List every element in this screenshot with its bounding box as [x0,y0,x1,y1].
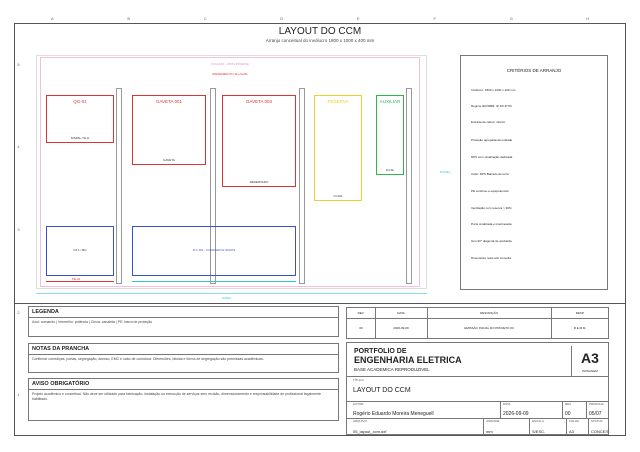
criteria-item: Proteção agrupada da unidade [471,138,513,142]
sheet-orientation: PAISAGEM [582,369,598,373]
compartment-gaveta-003 [222,95,296,187]
rev-field [563,401,587,418]
author-field [351,401,501,418]
section-text: Confirmar corrediças, portas, segregação, acesso, EMC e cabo de comutura. Dimensões, bitolas e forma de segregação são premissas acadêmicas. [32,357,264,361]
section-text: Azul: comando | Vermelho: potência | Cinza: canaleta | PE: barra de proteção [32,320,153,324]
cable-duct [116,88,122,284]
compartment-tag: CI-001 [333,194,343,198]
row-label: 3 [17,226,20,232]
compartment-name: GAVETA 003 [245,99,273,104]
field-caption: TÍTULO [353,378,364,382]
compartment-tag: DJ 1 / BO [73,248,87,252]
bottom-note: SAÍDA [222,296,232,300]
criteria-item: Ventilação com reserva > 30% [471,206,512,210]
column-label: C [203,16,207,21]
sheet-size-cell [571,346,608,376]
row-label: 2 [17,309,20,315]
drawing-title: LAYOUT DO CCM [353,387,411,394]
discipline-label: ENGENHARIA ELETRICA [354,355,462,365]
field-caption: FOLHA [569,419,580,423]
page-title: LAYOUT DO CCM [278,26,362,37]
author-value: Rogério Eduardo Moreira Meneguell [353,411,434,417]
status-field [589,418,609,435]
field-caption: UNIDADE [486,419,500,423]
column-label: G [509,16,513,21]
compartment-tag: RESERVADO [249,180,269,184]
units-value: mm [486,429,493,434]
criteria-item: Invólucro: 1800 x 1000 x 400 mm [471,88,516,92]
revision-cell: EMISSÃO INICIAL DO PROJETO 00 [464,326,514,330]
compartment-reserva [314,95,362,201]
side-note: PAINEL [440,170,451,174]
revision-header: DATA [397,311,405,315]
revision-cell: 00 [359,326,363,330]
section-title: AVISO OBRIGATÓRIO [29,379,338,390]
sheet-value: 05/07 [589,411,602,417]
portfolio-label: PORTFOLIO DE [354,348,407,355]
revision-cell: 2026-09-09 [393,326,409,330]
row-label: 4 [17,144,20,150]
pe-bar-label: PE-01 [72,277,81,281]
compartment-name: GAVETA 001 [155,99,183,104]
plan-top-sub-label: BARRAMENTO 3F+N+PE [212,72,248,76]
criteria-item: Cabo: DPS Barrado de terra [471,172,509,176]
field-caption: ARQUIVO [353,419,367,423]
section-title: NOTAS DA PRANCHA [29,344,338,355]
lower-compartment-right [132,226,296,276]
criteria-panel [460,55,608,290]
revision-header: REV. [357,311,365,315]
date-field [501,401,563,418]
column-label: A [50,16,54,21]
file-field [351,418,484,435]
pe-bar [46,281,114,282]
column-label: E [356,16,360,21]
row-label: 1 [17,392,20,398]
section-title: LEGENDA [29,307,338,318]
criteria-item: Entrada de cabos: inferior [471,120,506,124]
criteria-item: DPS com sinalização dedicada [471,155,513,159]
compartment-tag: GAVETA [163,158,175,162]
column-ruler-top [14,14,626,23]
criteria-item: Giro 90° diagonal de acobarda [471,239,512,243]
sheet-divider [14,303,626,304]
base-label: BASE ACADEMICA REPRODUZIVEL [354,367,430,372]
revision-header-row [347,308,608,319]
sheet-size: A3 [581,350,599,366]
bus-line [132,281,296,282]
revision-cell: R.E.M.M. [573,326,587,330]
table-divider [375,308,376,338]
revision-header: RESP. [575,311,585,315]
scale-field [530,418,567,435]
scale-value: S/ESC. [532,429,546,434]
compartment-qg01 [46,95,114,143]
compartment-name: AUXILIAR [379,99,401,104]
revision-table [346,307,609,339]
field-caption: REV. [565,402,572,406]
field-caption: AUTOR [353,402,364,406]
compartment-tag: DJ / DS - COMANDO E SINAIS [192,248,236,252]
compartment-name: RESERVA [327,99,349,104]
field-caption: DATA [503,402,511,406]
legend-section [28,306,339,337]
warning-section [28,378,339,421]
field-caption: ESCALA [532,419,544,423]
compartment-tag: DJ-SL [385,168,395,172]
sheet-field [587,401,609,418]
file-value: 05_layout_ccm.dxf [353,429,387,434]
compartment-gaveta-001 [132,95,206,165]
criteria-item: Dimensões reais sob consulta [471,256,512,260]
cable-duct [406,88,412,284]
page-subtitle: Arranjo conceitual do invólucro 1800 x 1000 x 400 mm [265,38,375,43]
field-caption: PRANCHA [589,402,604,406]
format-field [567,418,589,435]
section-text: Projeto acadêmico e conceitual. Não deve ser utilizado para fabricação, instalação ou execução de serviços sem revisão, dimensionamento e responsabilidade de profissional legalmente habilitado. [32,392,321,401]
title-field [351,377,608,400]
date-value: 2026-09-09 [503,411,529,417]
compartment-tag: DISPAL-TH-H [70,136,90,140]
plan-top-label: CCM-100 - VISTA INTERNA [211,62,249,66]
lower-compartment-left [46,226,114,276]
compartment-name: QG-01 [73,99,87,104]
criteria-item: PE contínuo e equipotencial [471,189,509,193]
compartment-auxiliar [376,95,404,175]
format-value: A3 [569,429,574,434]
column-label: D [280,16,284,21]
criteria-title: CRITÉRIOS DE ARRANJO [506,68,562,73]
table-divider [427,308,428,338]
criteria-item: Porta sinalizada e intertravada [471,222,512,226]
criteria-item: Regime IEC/NBR: IP 40/ IP 54 [471,104,512,108]
revision-header: DESCRIÇÃO [480,311,498,315]
column-label: B [127,16,131,21]
cable-duct [299,88,305,284]
units-field [484,418,530,435]
notes-section [28,343,339,373]
row-label: 5 [17,61,20,67]
table-divider [551,308,552,338]
field-caption: STATUS [591,419,603,423]
dimension-line [36,293,427,294]
rev-value: 00 [565,411,571,417]
column-label: F [433,16,436,21]
status-value: CONCEIT. [591,429,610,434]
column-label: H [586,16,590,21]
